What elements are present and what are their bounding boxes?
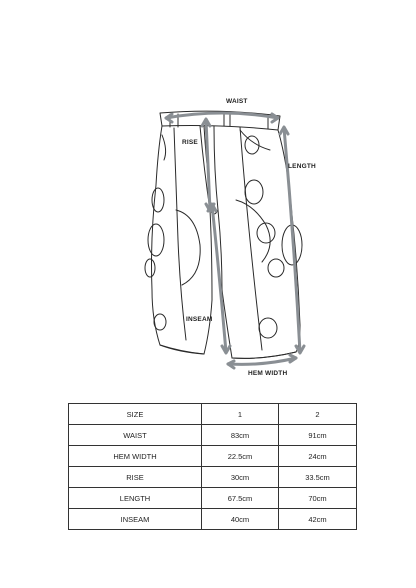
row-label: WAIST xyxy=(69,425,202,446)
size-1-header-cell: 1 xyxy=(202,404,279,425)
table-row xyxy=(69,467,357,488)
size-1-value: 22.5cm xyxy=(202,446,279,467)
size-1-value: 40cm xyxy=(202,509,279,530)
size-1-value: 30cm xyxy=(202,467,279,488)
row-label: HEM WIDTH xyxy=(69,446,202,467)
size-2-value: 42cm xyxy=(279,509,357,530)
size-2-value: 91cm xyxy=(279,425,357,446)
row-label: INSEAM xyxy=(69,509,202,530)
size-1-value: 67.5cm xyxy=(202,488,279,509)
row-label: RISE xyxy=(69,467,202,488)
table-row xyxy=(69,509,357,530)
size-2-value: 70cm xyxy=(279,488,357,509)
size-chart-table xyxy=(68,403,357,530)
table-row xyxy=(69,488,357,509)
shorts-outline xyxy=(152,111,301,358)
table-row xyxy=(69,446,357,467)
table-header-row xyxy=(69,404,357,425)
length-label: LENGTH xyxy=(288,163,316,170)
row-label: LENGTH xyxy=(69,488,202,509)
size-2-value: 24cm xyxy=(279,446,357,467)
size-header-cell: SIZE xyxy=(69,404,202,425)
hem-width-label: HEM WIDTH xyxy=(248,370,288,377)
hem-width-arrow xyxy=(228,358,296,364)
length-arrow xyxy=(284,128,300,352)
inseam-arrow xyxy=(212,205,226,352)
inseam-label: INSEAM xyxy=(186,316,213,323)
table-row xyxy=(69,425,357,446)
size-2-header-cell: 2 xyxy=(279,404,357,425)
size-2-value: 33.5cm xyxy=(279,467,357,488)
size-1-value: 83cm xyxy=(202,425,279,446)
rise-label: RISE xyxy=(182,139,198,146)
waist-label: WAIST xyxy=(226,98,248,105)
rise-arrow xyxy=(206,120,210,210)
